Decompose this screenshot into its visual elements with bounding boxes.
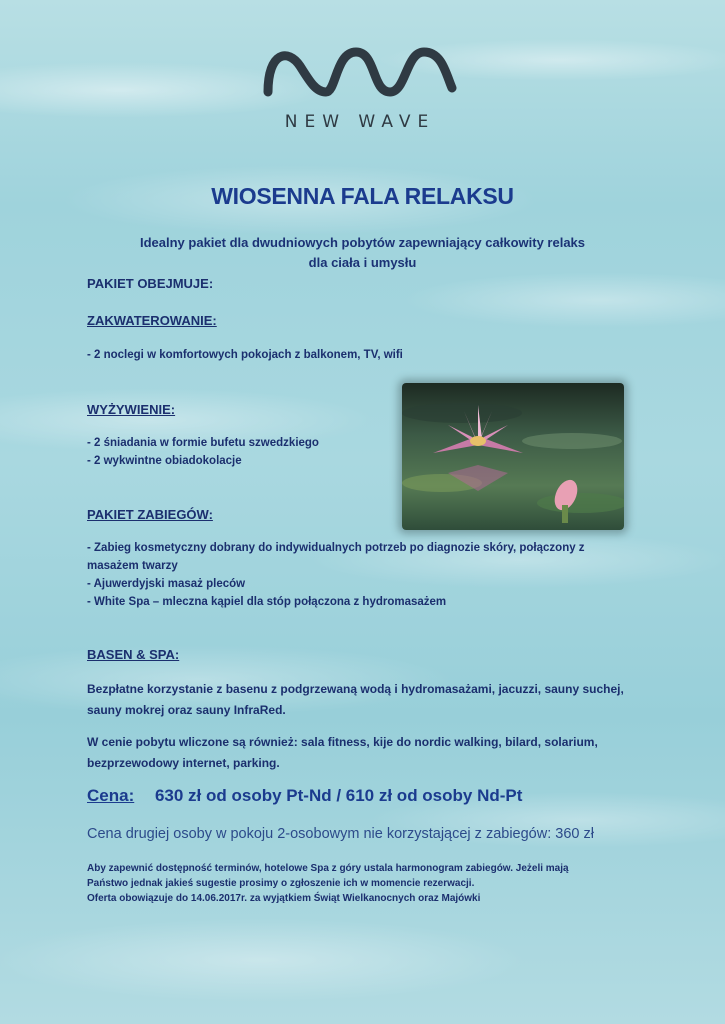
treatments-header: PAKIET ZABIEGÓW:: [87, 507, 213, 522]
list-item: - Ajuwerdyjski masaż pleców: [87, 578, 246, 590]
note-line: Oferta obowiązuje do 14.06.2017r. za wyjątkiem Świąt Wielkanocnych oraz Majówki: [87, 893, 481, 904]
included-text: W cenie pobytu wliczone są również: sala fitness, kije do nordic walking, bilard, solarium, bezprzewodowy internet, parking.: [87, 735, 598, 770]
water-lily-photo: [402, 383, 624, 530]
list-item: - 2 noclegi w komfortowych pokojach z balkonem, TV, wifi: [87, 349, 403, 361]
notes: [87, 861, 647, 906]
list-item: masażem twarzy: [87, 560, 178, 572]
accommodation-header: ZAKWATEROWANIE:: [87, 313, 217, 328]
subtitle-line: Idealny pakiet dla dwudniowych pobytów zapewniający całkowity relaks: [139, 235, 586, 250]
list-item: - 2 wykwintne obiadokolacje: [87, 455, 242, 467]
list-item: - 2 śniadania w formie bufetu szwedzkiego: [87, 437, 319, 449]
pool-header: BASEN & SPA:: [87, 647, 180, 662]
package-header: PAKIET OBEJMUJE:: [87, 276, 214, 291]
subtitle-line: dla ciała i umysłu: [308, 255, 417, 270]
price-value: 630 zł od osoby Pt-Nd / 610 zł od osoby Nd-Pt: [154, 786, 523, 805]
brand-name: NEW WAVE: [284, 112, 436, 132]
note-line: Państwo jednak jakieś sugestie prosimy o zgłoszenie ich w momencie rezerwacji.: [87, 878, 475, 889]
pool-text: Bezpłatne korzystanie z basenu z podgrzewaną wodą i hydromasażami, jacuzzi, sauny suchej, sauny mokrej oraz sauny InfraRed.: [87, 682, 624, 717]
wave-logo-icon: [260, 42, 460, 100]
subtitle: [100, 233, 625, 273]
meals-header: WYŻYWIENIE:: [87, 402, 176, 417]
list-item: - White Spa – mleczna kąpiel dla stóp połączona z hydromasażem: [87, 596, 447, 608]
list-item: - Zabieg kosmetyczny dobrany do indywidualnych potrzeb po diagnozie skóry, połączony z: [87, 542, 585, 554]
note-line: Aby zapewnić dostępność terminów, hotelowe Spa z góry ustala harmonogram zabiegów. Jeżeli mają: [87, 863, 569, 874]
price-line: [87, 786, 522, 806]
price-label: Cena:: [87, 786, 135, 805]
page-title: WIOSENNA FALA RELAKSU: [211, 183, 514, 209]
second-person-price: Cena drugiej osoby w pokoju 2-osobowym nie korzystającej z zabiegów: 360 zł: [87, 826, 594, 842]
